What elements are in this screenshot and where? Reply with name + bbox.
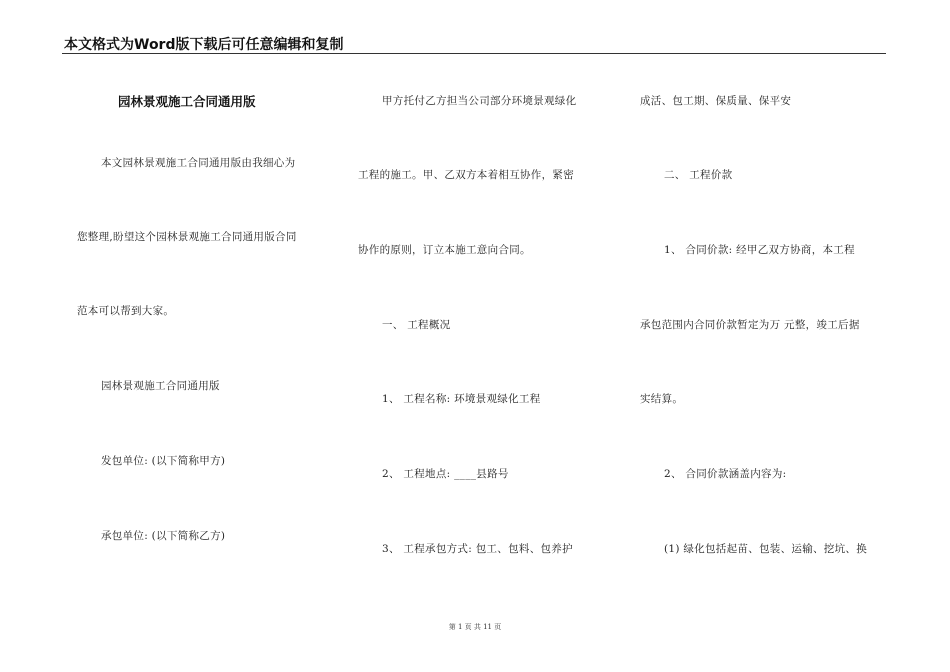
section-heading: 二、 工程价款 xyxy=(664,169,733,181)
paragraph-line: 工程的施工。甲、乙双方本着相互协作，紧密 xyxy=(358,169,574,181)
page-number: 第 1 页 共 11 页 xyxy=(448,623,502,631)
subtitle-line: 园林景观施工合同通用版 xyxy=(101,380,220,392)
paragraph-line: 您整理,盼望这个园林景观施工合同通用版合同 xyxy=(77,231,297,243)
list-item: 1、 合同价款: 经甲乙双方协商，本工程 xyxy=(664,244,855,256)
document-title: 园林景观施工合同通用版 xyxy=(118,94,256,109)
paragraph-line: 甲方托付乙方担当公司部分环境景观绿化 xyxy=(382,95,577,107)
paragraph-line: 成活、包工期、保质量、保平安 xyxy=(640,95,792,107)
list-item: 1、 工程名称: 环境景观绿化工程 xyxy=(382,393,541,405)
paragraph-line: 承包范围内合同价款暂定为万 元整，竣工后据 xyxy=(640,319,860,331)
download-notice: 本文格式为Word版下载后可任意编辑和复制 xyxy=(64,37,344,53)
header-divider xyxy=(62,53,886,54)
list-item: 2、 工程地点: ____县路号 xyxy=(382,468,509,480)
employer-line: 发包单位: (以下简称甲方) xyxy=(101,455,226,467)
section-heading: 一、 工程概况 xyxy=(382,319,451,331)
paragraph-line: 实结算。 xyxy=(640,393,684,405)
paragraph-line: 协作的原则，订立本施工意向合同。 xyxy=(358,244,531,256)
list-item: (1) 绿化包括起苗、包装、运输、挖坑、换 xyxy=(664,543,868,555)
list-item: 3、 工程承包方式: 包工、包料、包养护 xyxy=(382,543,573,555)
list-item: 2、 合同价款涵盖内容为: xyxy=(664,468,787,480)
contractor-line: 承包单位: (以下简称乙方) xyxy=(101,530,226,542)
paragraph-line: 本文园林景观施工合同通用版由我细心为 xyxy=(101,157,296,169)
paragraph-line: 范本可以帮到大家。 xyxy=(77,305,175,317)
